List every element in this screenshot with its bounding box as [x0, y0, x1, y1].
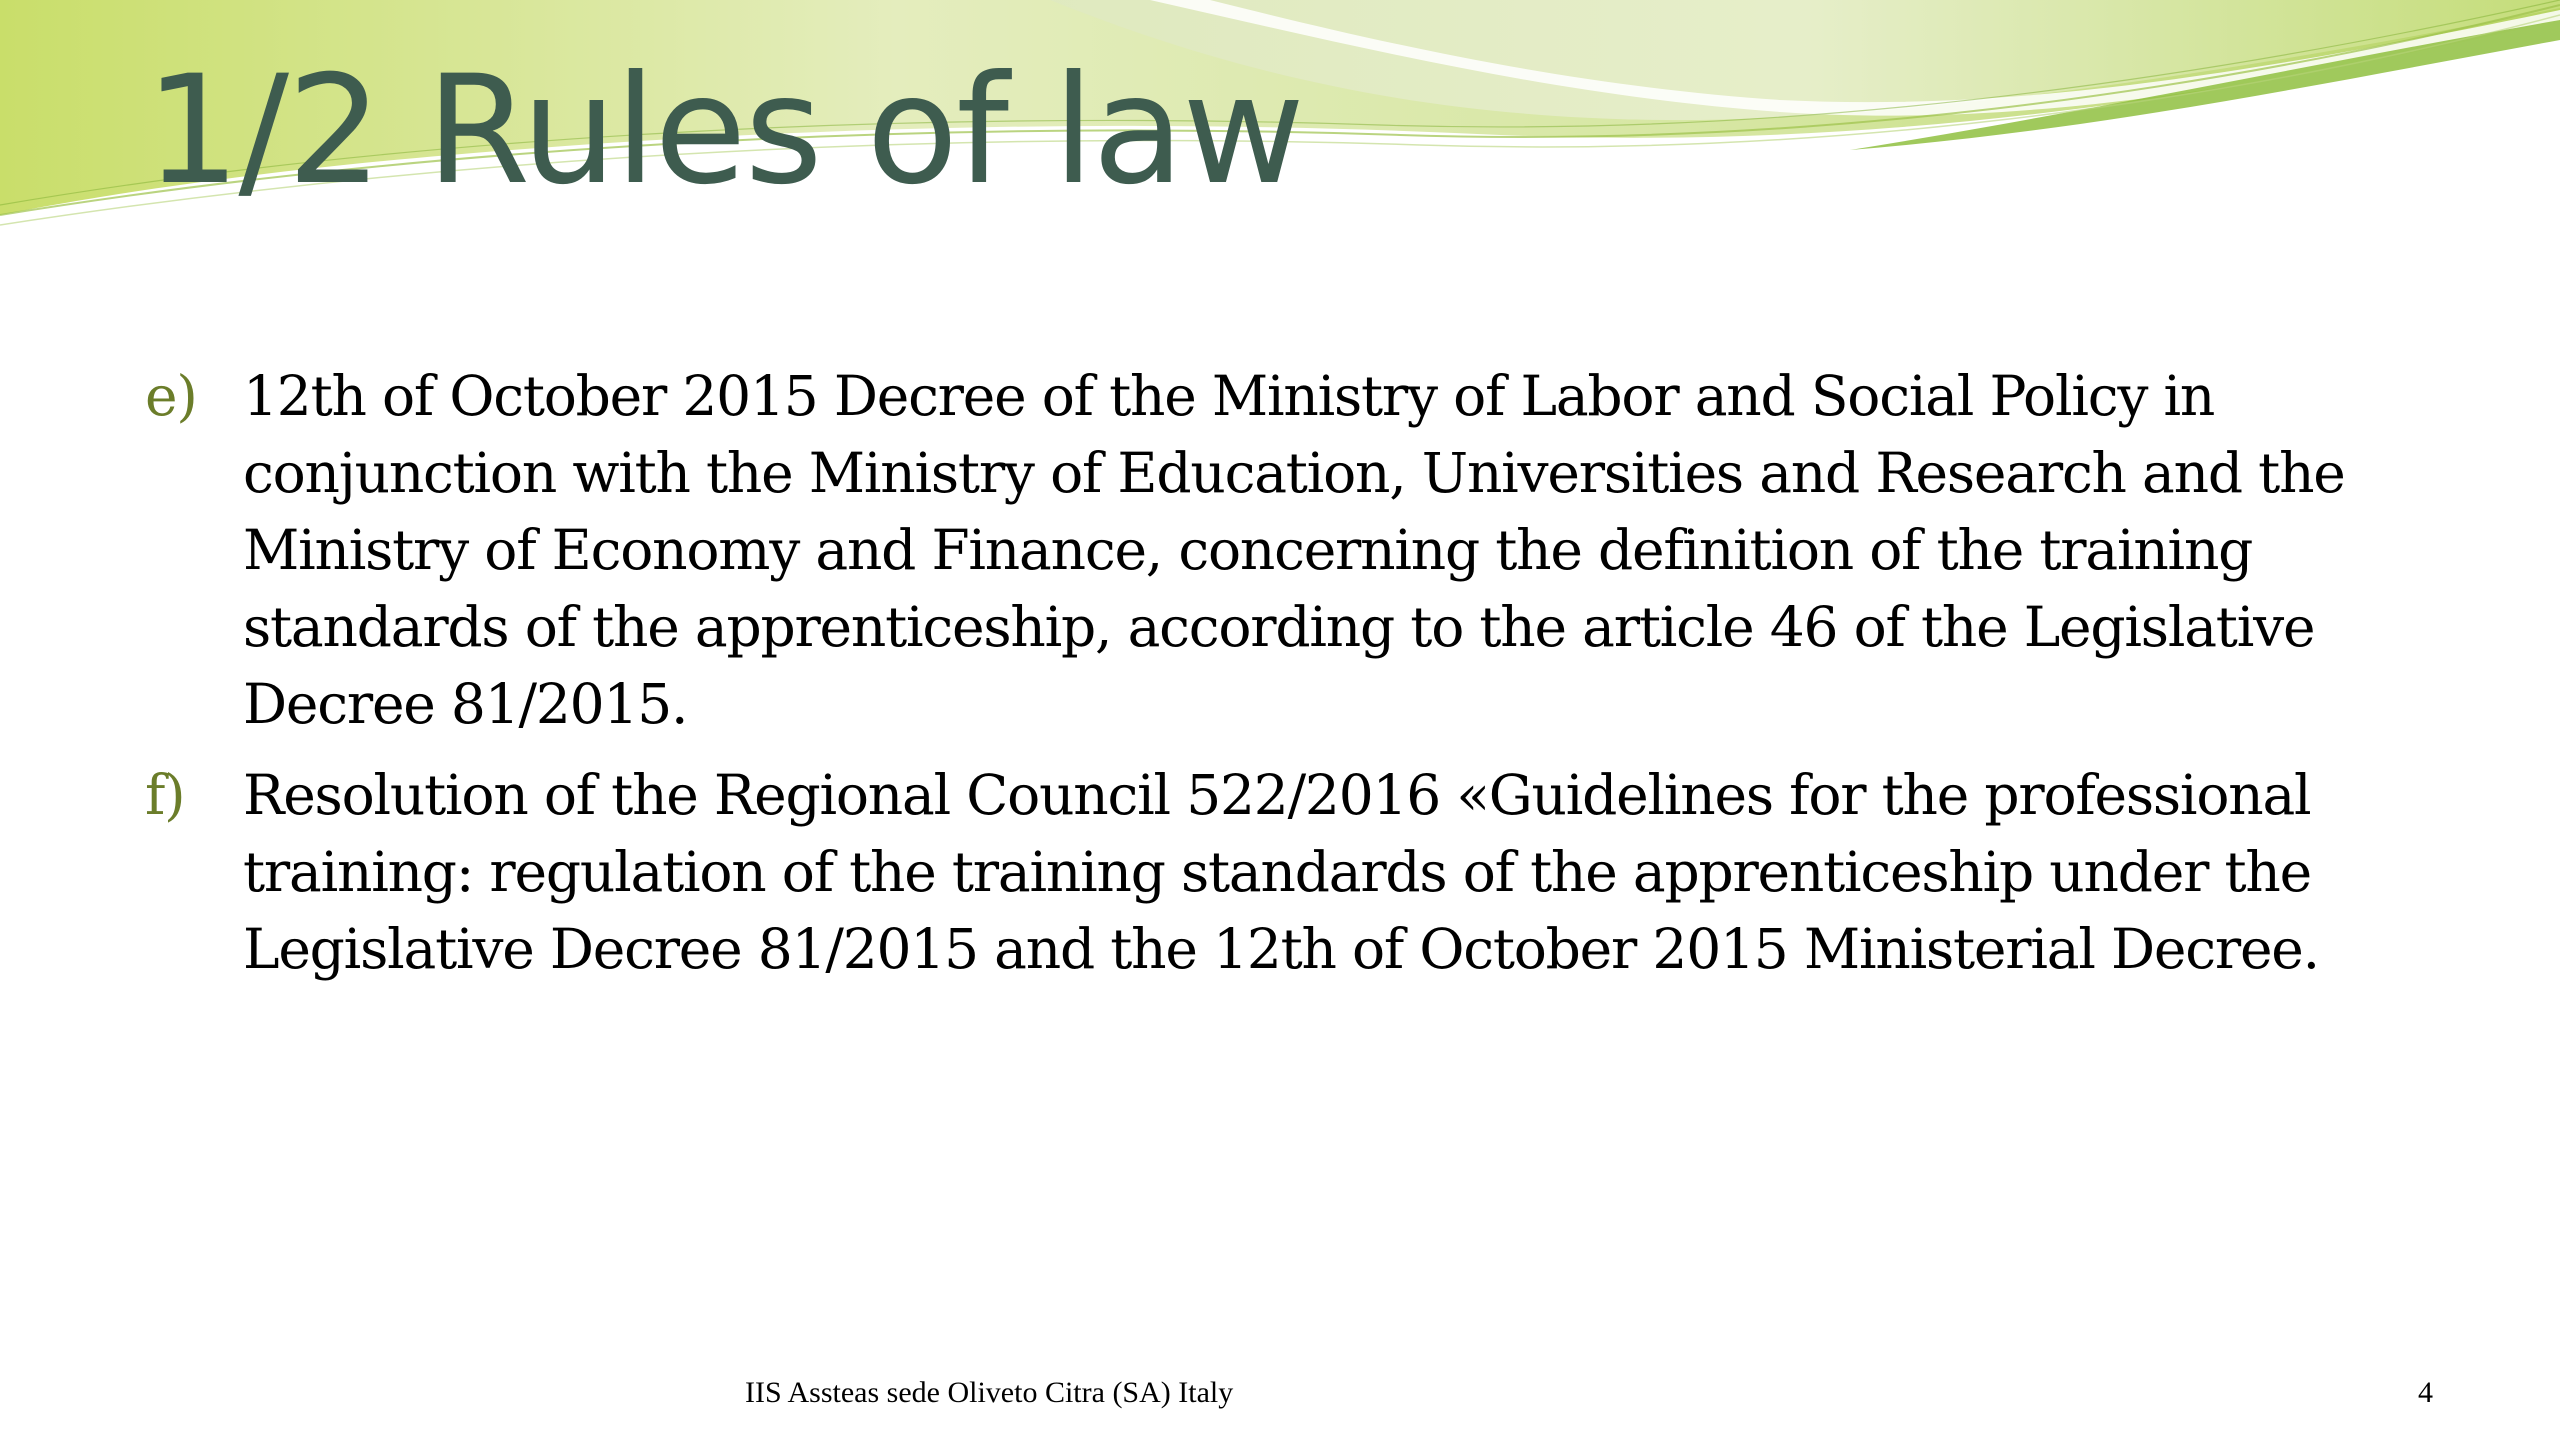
list-item — [145, 358, 2435, 743]
list-marker: e) — [145, 364, 197, 428]
rules-list — [145, 358, 2435, 1002]
list-marker: f) — [145, 763, 185, 827]
slide-footer: IIS Assteas sede Oliveto Citra (SA) Italy — [745, 1376, 1234, 1409]
page-number: 4 — [2418, 1376, 2433, 1409]
list-item — [145, 757, 2435, 988]
slide-title: 1/2 Rules of law — [145, 44, 1303, 218]
list-item-text: Resolution of the Regional Council 522/2016 «Guidelines for the professional training: regulation of the training standards of the apprenticeship under the Legislative Decree 81/2015 and the 12th of October 2015 Ministerial Decree. — [243, 763, 2319, 981]
list-item-text: 12th of October 2015 Decree of the Ministry of Labor and Social Policy in conjunction with the Ministry of Education, Universities and Research and the Ministry of Economy and Finance, concerning the definition of the training standards of the apprenticeship, according to the article 46 of the Legislative Decree 81/2015. — [243, 364, 2345, 736]
